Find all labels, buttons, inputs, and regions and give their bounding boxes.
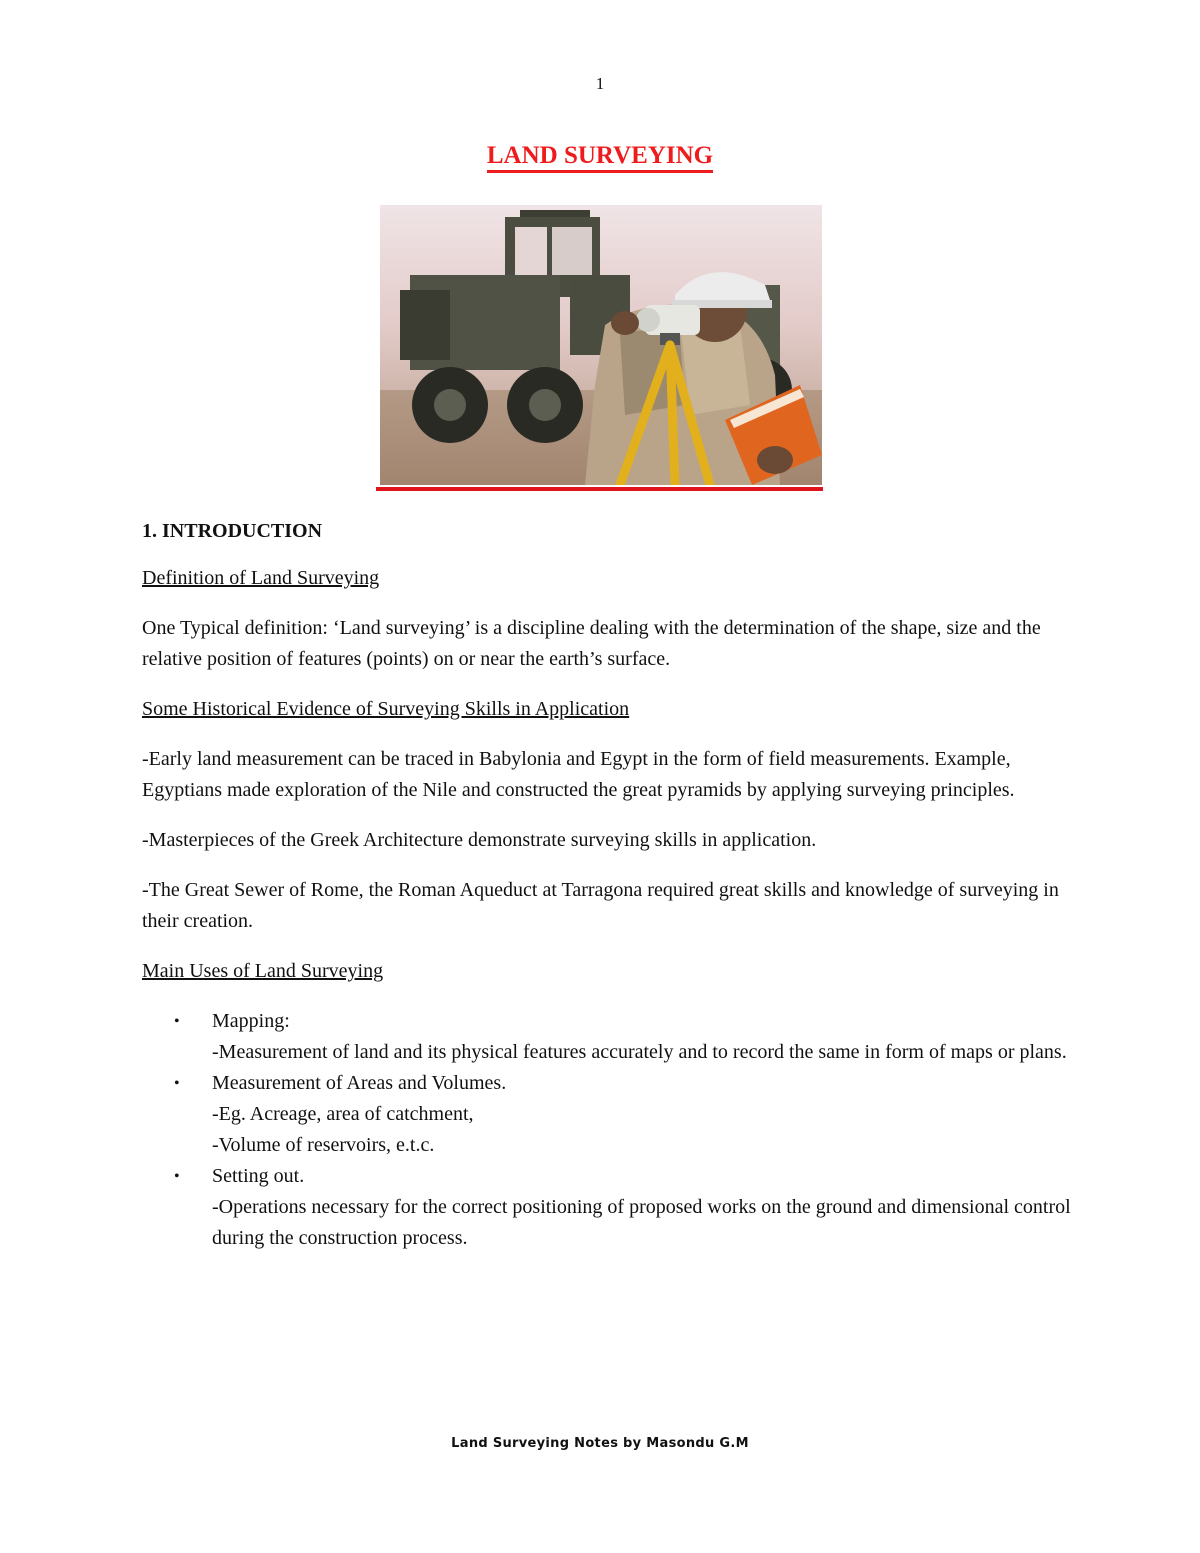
history-heading: Some Historical Evidence of Surveying Skills in Application bbox=[142, 698, 630, 720]
document-title-text: LAND SURVEYING bbox=[487, 142, 713, 173]
document-title bbox=[0, 142, 1200, 170]
page-number: 1 bbox=[595, 74, 605, 93]
list-item bbox=[174, 1006, 1072, 1068]
list-item-detail: -Volume of reservoirs, e.t.c. bbox=[212, 1134, 435, 1156]
list-item-title: Setting out. bbox=[212, 1165, 305, 1187]
list-item-detail: -Eg. Acreage, area of catchment, bbox=[212, 1103, 474, 1125]
list-item-title: Measurement of Areas and Volumes. bbox=[212, 1072, 507, 1094]
uses-list bbox=[142, 1006, 1072, 1254]
list-item-detail: -Measurement of land and its physical features accurately and to record the same in form of maps or plans. bbox=[212, 1041, 1067, 1063]
bullet-icon: • bbox=[174, 1075, 180, 1092]
page-footer: Land Surveying Notes by Masondu G.M bbox=[451, 1436, 749, 1451]
history-paragraph: -The Great Sewer of Rome, the Roman Aqueduct at Tarragona required great skills and knowledge of surveying in their creation. bbox=[142, 879, 1059, 932]
photo-underline-rule bbox=[376, 487, 823, 491]
bullet-icon: • bbox=[174, 1013, 180, 1030]
definition-heading: Definition of Land Surveying bbox=[142, 567, 380, 589]
history-paragraph: -Early land measurement can be traced in Babylonia and Egypt in the form of field measurements. Example, Egyptians made exploration of the Nile and constructed the great pyramids by applying surveying principles. bbox=[142, 748, 1015, 801]
list-item bbox=[174, 1161, 1072, 1254]
uses-heading: Main Uses of Land Surveying bbox=[142, 960, 384, 982]
history-paragraph: -Masterpieces of the Greek Architecture demonstrate surveying skills in application. bbox=[142, 829, 817, 851]
list-item bbox=[174, 1068, 1072, 1161]
surveyor-photo-icon bbox=[380, 205, 822, 485]
list-item-title: Mapping: bbox=[212, 1010, 290, 1032]
surveyor-photo bbox=[380, 205, 822, 485]
definition-paragraph: One Typical definition: ‘Land surveying’ is a discipline dealing with the determination of the shape, size and the relative position of features (points) on or near the earth’s surface. bbox=[142, 617, 1041, 670]
list-item-detail: -Operations necessary for the correct positioning of proposed works on the ground and dimensional control during the construction process. bbox=[212, 1196, 1071, 1249]
bullet-icon: • bbox=[174, 1168, 180, 1185]
document-body bbox=[142, 517, 1072, 1254]
section-heading: 1. INTRODUCTION bbox=[142, 520, 323, 542]
